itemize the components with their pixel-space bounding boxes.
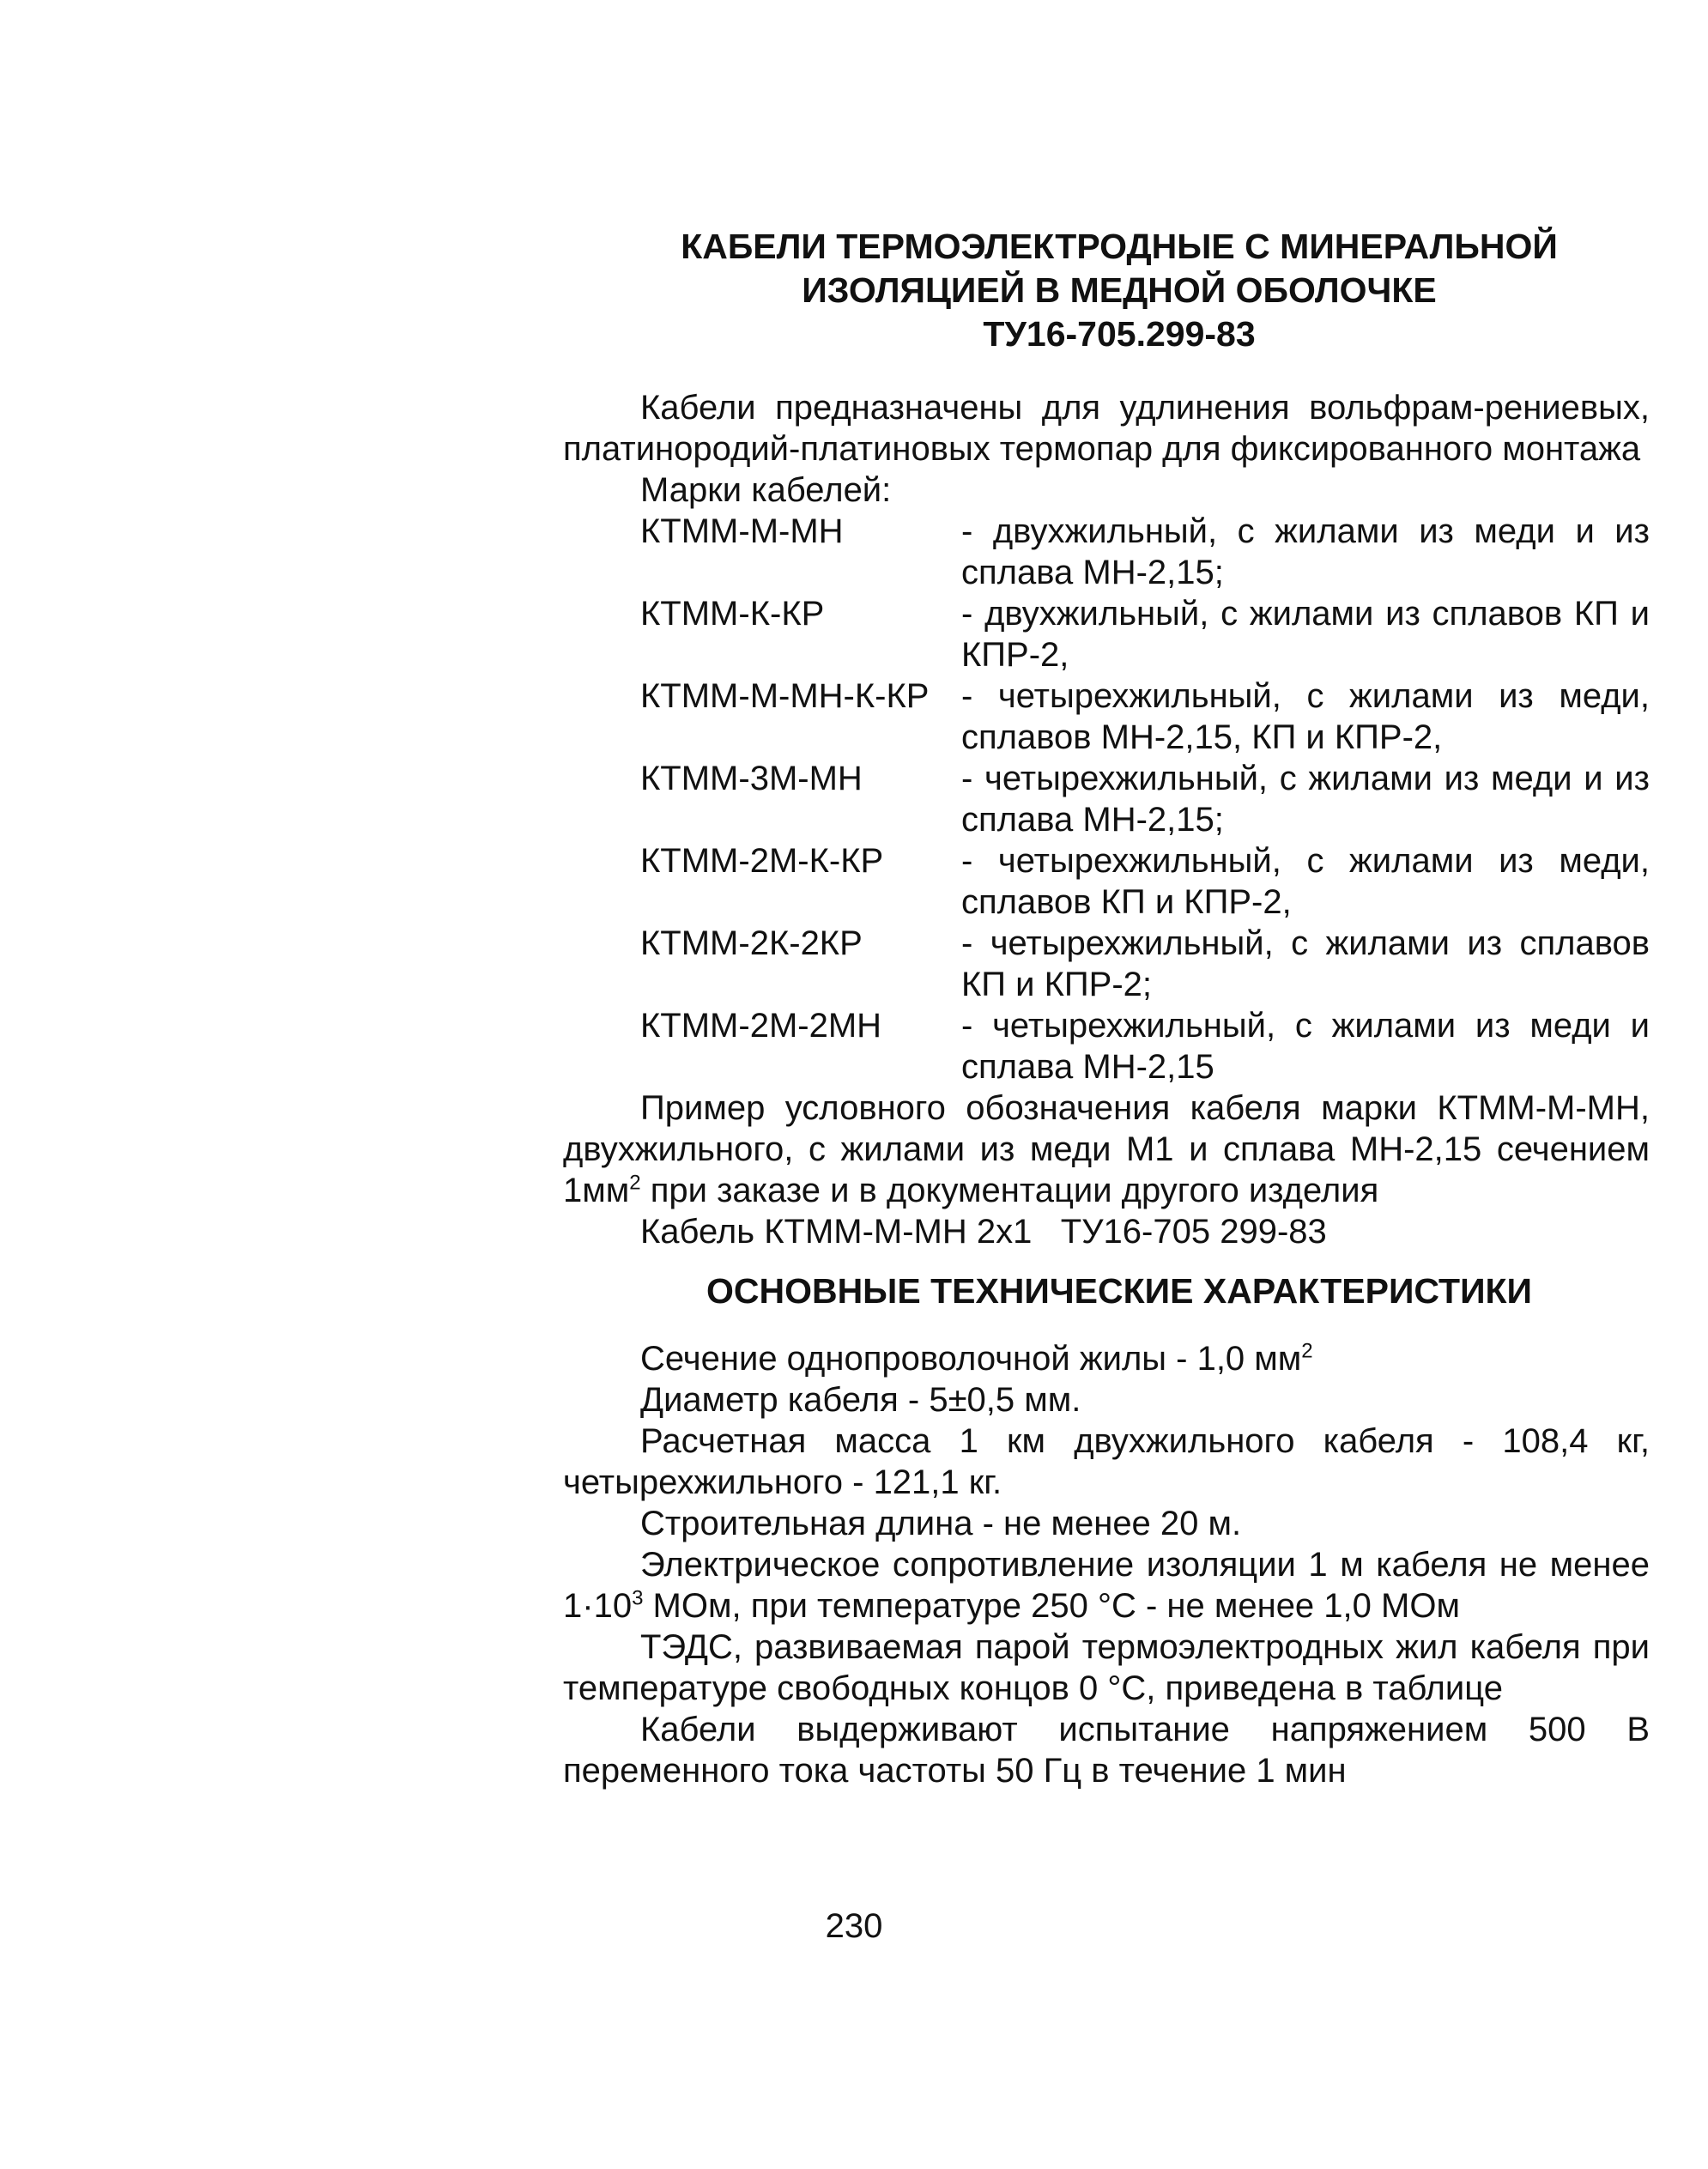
grade-item	[563, 511, 1650, 593]
grade-description: - четырехжильный, с жилами из сплавов КП и КПР-2;	[961, 924, 1650, 1003]
grade-item	[563, 758, 1650, 840]
grade-code: КТММ-3М-МН	[640, 760, 863, 797]
grade-item	[563, 840, 1650, 923]
spec-cross-section-superscript: 2	[1301, 1339, 1313, 1363]
grade-code: КТММ-М-МН-К-КР	[640, 677, 930, 715]
grades-label: Марки кабелей:	[640, 471, 892, 509]
grade-description: - двухжильный, с жилами из меди и из сплава МН-2,15;	[961, 512, 1650, 591]
spec-voltage: Кабели выдерживают испытание напряжением 500 В переменного тока частоты 50 Гц в течение 1 мин	[563, 1711, 1650, 1790]
specs-section	[563, 1338, 1650, 1791]
grade-item	[563, 676, 1650, 758]
spec-cross-section	[563, 1338, 1650, 1379]
example-designation: Кабель КТММ-М-МН 2х1 ТУ16-705 299-83	[640, 1213, 1327, 1251]
example-text-end: при заказе и в документации другого изделия	[640, 1172, 1379, 1209]
title-line-2: ИЗОЛЯЦИЕЙ В МЕДНОЙ ОБОЛОЧКЕ	[802, 270, 1437, 310]
spec-length: Строительная длина - не менее 20 м.	[640, 1505, 1242, 1542]
spec-resistance	[563, 1544, 1650, 1627]
example-text: Пример условного обозначения кабеля марки КТММ-М-МН, двухжильного, с жилами из меди М1 и сплава МН-2,15 сечением 1мм	[563, 1089, 1650, 1209]
intro-paragraph: Кабели предназначены для удлинения вольфрам-рениевых, платинородий-платиновых термопар для фиксированного монтажа	[563, 389, 1650, 468]
example-superscript: 2	[629, 1171, 641, 1195]
grade-description: - четырехжильный, с жилами из меди и из сплава МН-2,15;	[961, 760, 1650, 839]
title-line-1: КАБЕЛИ ТЕРМОЭЛЕКТРОДНЫЕ С МИНЕРАЛЬНОЙ	[681, 227, 1558, 266]
spec-tedc: ТЭДС, развиваемая парой термоэлектродных жил кабеля при температуре свободных концов 0 °С, приведена в таблице	[563, 1628, 1650, 1707]
example-paragraph	[563, 1088, 1650, 1211]
grade-code: КТММ-К-КР	[640, 595, 825, 633]
title-line-3-spec-number: ТУ16-705.299-83	[983, 314, 1256, 354]
spec-resistance-superscript: 3	[632, 1586, 644, 1610]
spec-resistance-text: Электрическое сопротивление изоляции 1 м кабеля не менее 1·10	[563, 1546, 1650, 1625]
spec-cross-section-text: Сечение однопроволочной жилы - 1,0 мм	[640, 1340, 1302, 1378]
spec-diameter: Диаметр кабеля - 5±0,5 мм.	[640, 1381, 1081, 1419]
grades-list	[563, 511, 1650, 1088]
grade-code: КТММ-2М-К-КР	[640, 842, 884, 880]
document-page	[563, 225, 1650, 1791]
specs-heading: ОСНОВНЫЕ ТЕХНИЧЕСКИЕ ХАРАКТЕРИСТИКИ	[706, 1271, 1533, 1311]
page-number: 230	[825, 1907, 883, 1945]
grade-description: - четырехжильный, с жилами из меди, сплавов МН-2,15, КП и КПР-2,	[961, 677, 1650, 756]
grade-code: КТММ-2К-2КР	[640, 924, 863, 962]
grade-description: - четырехжильный, с жилами из меди, сплавов КП и КПР-2,	[961, 842, 1650, 921]
grade-item	[563, 593, 1650, 676]
grade-description: - двухжильный, с жилами из сплавов КП и КПР-2,	[961, 595, 1650, 674]
spec-resistance-text-end: МОм, при температуре 250 °С - не менее 1,0 МОм	[643, 1587, 1460, 1625]
grade-item	[563, 923, 1650, 1005]
document-title	[589, 225, 1650, 356]
grade-item	[563, 1005, 1650, 1088]
grade-code: КТММ-2М-2МН	[640, 1007, 882, 1045]
grade-code: КТММ-М-МН	[640, 512, 844, 550]
spec-mass: Расчетная масса 1 км двухжильного кабеля - 108,4 кг, четырехжильного - 121,1 кг.	[563, 1422, 1650, 1501]
grade-description: - четырехжильный, с жилами из меди и сплава МН-2,15	[961, 1007, 1650, 1086]
